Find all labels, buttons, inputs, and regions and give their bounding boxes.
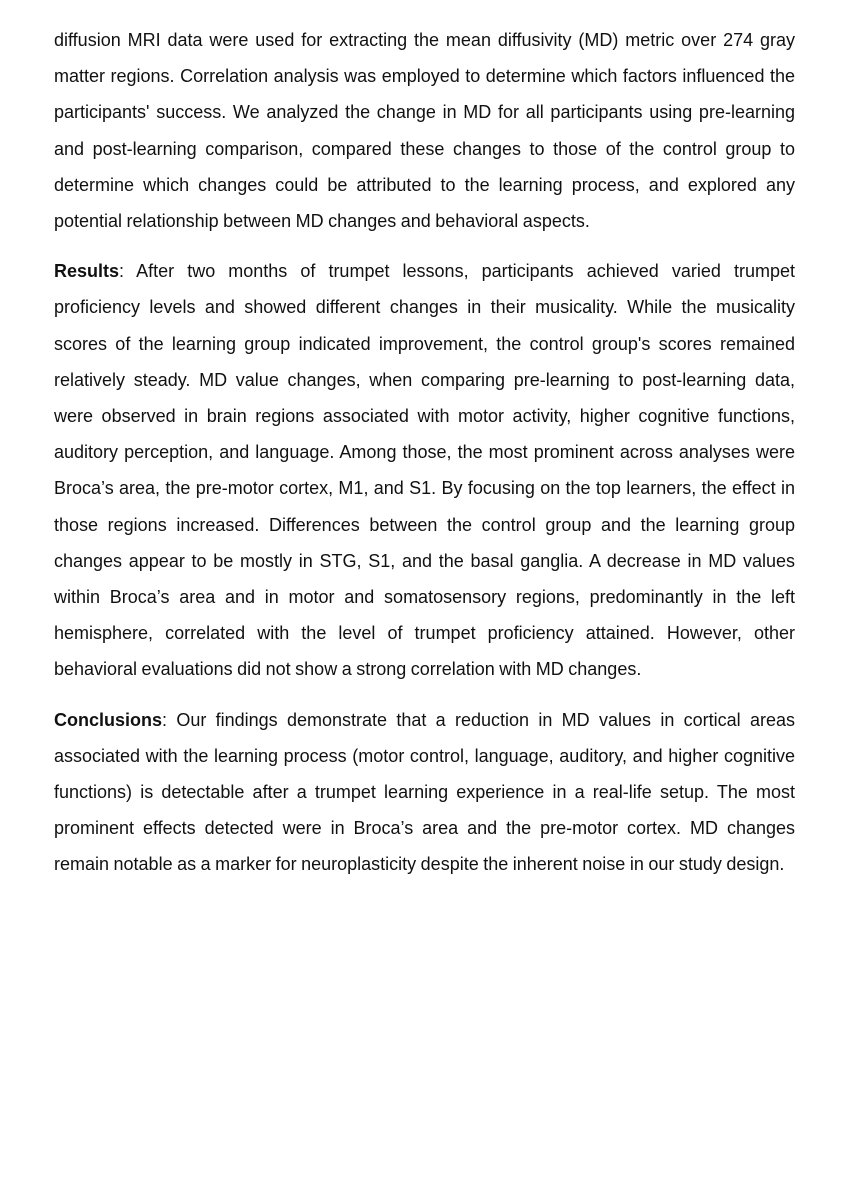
methods-text: diffusion MRI data were used for extracting the mean diffusivity (MD) metric over 274 gray matter regions. Correlation analysis was employed to determine which factors influenced the participants' success. We analyzed the change in MD for all participants using pre-learning and post-learning comparison, compared these changes to those of the control group to determine which changes could be attributed to the learning process, and explored any potential relationship between MD changes and behavioral aspects. xyxy=(54,30,795,232)
methods-paragraph xyxy=(54,22,795,239)
results-paragraph xyxy=(54,253,795,687)
results-text: : After two months of trumpet lessons, participants achieved varied trumpet proficiency levels and showed different changes in their musicality. While the musicality scores of the learning group indicated improvement, the control group's scores remained relatively steady. MD value changes, when comparing pre-learning to post-learning data, were observed in brain regions associated with motor activity, higher cognitive functions, auditory perception, and language. Among those, the most prominent across analyses were Broca’s area, the pre-motor cortex, M1, and S1. By focusing on the top learners, the effect in those regions increased. Differences between the control group and the learning group changes appear to be mostly in STG, S1, and the basal ganglia. A decrease in MD values within Broca’s area and in motor and somatosensory regions, predominantly in the left hemisphere, correlated with the level of trumpet proficiency attained. However, other behavioral evaluations did not show a strong correlation with MD changes. xyxy=(54,261,795,680)
conclusions-paragraph xyxy=(54,702,795,883)
conclusions-text: : Our findings demonstrate that a reduction in MD values in cortical areas associated with the learning process (motor control, language, auditory, and higher cognitive functions) is detectable after a trumpet learning experience in a real-life setup. The most prominent effects detected were in Broca’s area and the pre-motor cortex. MD changes remain notable as a marker for neuroplasticity despite the inherent noise in our study design. xyxy=(54,709,795,875)
results-heading: Results xyxy=(54,261,120,282)
document-page xyxy=(54,22,795,897)
conclusions-heading: Conclusions xyxy=(54,709,163,730)
